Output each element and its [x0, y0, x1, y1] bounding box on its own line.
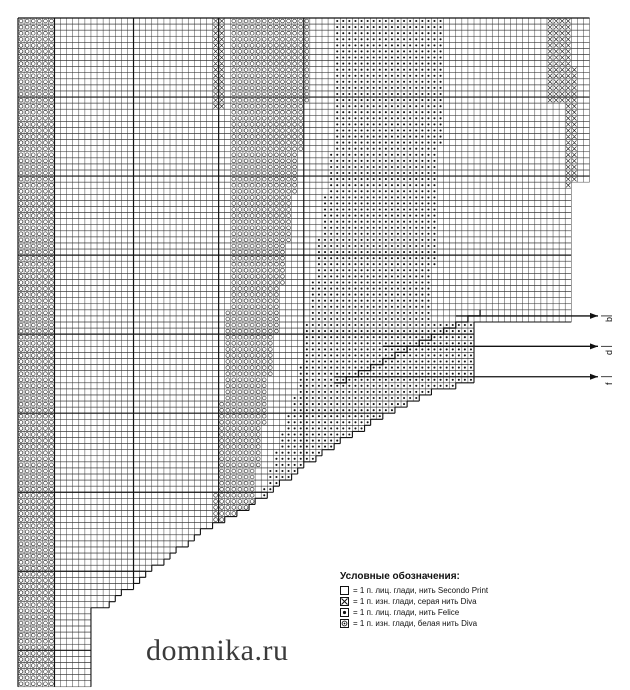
marker-line-d [383, 343, 612, 349]
ring-square-icon [340, 619, 349, 628]
arrow-left-icon [590, 343, 598, 349]
legend-item-white-diva [340, 618, 590, 629]
marker-label-b: b [604, 316, 614, 322]
dot-square-icon [340, 608, 349, 617]
legend-item-secondo-print [340, 585, 590, 596]
marker-label-f: f [604, 382, 614, 385]
legend-item-text: = 1 п. изн. глади, серая нить Diva [353, 597, 477, 606]
legend-item-text: = 1 п. изн. глади, белая нить Diva [353, 619, 478, 628]
arrow-left-icon [590, 313, 598, 319]
watermark: domnika.ru [146, 634, 289, 667]
legend-item-text: = 1 п. лиц. глади, нить Secondo Print [353, 586, 489, 595]
legend-item-felice [340, 607, 590, 618]
arrow-left-icon [590, 374, 598, 380]
cross-square-icon [340, 597, 349, 606]
empty-square-icon [340, 586, 349, 595]
marker-line-f [334, 374, 612, 380]
marker-line-b [456, 313, 612, 319]
legend-item-grey-diva [340, 596, 590, 607]
legend [340, 571, 590, 629]
marker-label-d: d [604, 349, 614, 355]
legend-item-text: = 1 п. лиц. глади, нить Felice [353, 608, 460, 617]
legend-title: Условные обозначения: [340, 571, 460, 582]
